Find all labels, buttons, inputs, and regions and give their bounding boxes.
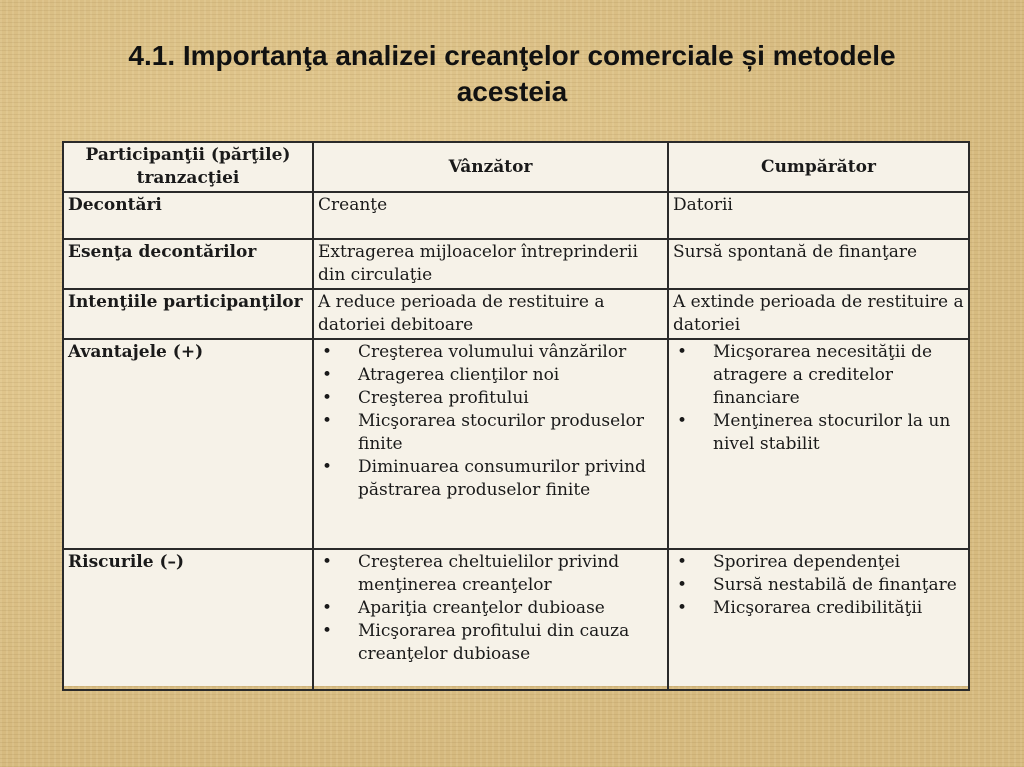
cell-buyer: Sursă spontană de finanţare	[668, 239, 969, 289]
cell-seller: Creanţe	[313, 192, 668, 239]
header-seller: Vânzător	[313, 142, 668, 192]
cell-buyer	[668, 339, 969, 549]
list-item: • Micşorarea credibilităţii	[673, 597, 964, 620]
list-item: • Micşorarea necesităţii de atragere a creditelor financiare	[673, 341, 964, 410]
cell-buyer: Datorii	[668, 192, 969, 239]
row-label-decontari: Decontări	[63, 192, 313, 239]
cell-seller	[313, 339, 668, 549]
list-item: • Micşorarea profitului din cauza creanţelor dubioase	[318, 620, 663, 666]
list-item: • Atragerea clienţilor noi	[318, 364, 663, 387]
list-item: • Micşorarea stocurilor produselor finite	[318, 410, 663, 456]
row-label-intentiile: Intenţiile participanţilor	[63, 289, 313, 339]
list-item: • Creşterea volumului vânzărilor	[318, 341, 663, 364]
list-item: • Diminuarea consumurilor privind păstrarea produselor finite	[318, 456, 663, 502]
cell-seller: A reduce perioada de restituire a datoriei debitoare	[313, 289, 668, 339]
bullet-list	[318, 551, 663, 666]
bullet-list	[673, 551, 964, 620]
bullet-list	[318, 341, 663, 502]
cell-buyer: A extinde perioada de restituire a datoriei	[668, 289, 969, 339]
row-label-esenta: Esenţa decontărilor	[63, 239, 313, 289]
comparison-table	[62, 141, 970, 691]
list-item: • Menţinerea stocurilor la un nivel stabilit	[673, 410, 964, 456]
list-item: • Creşterea profitului	[318, 387, 663, 410]
title-line-1: 4.1. Importanţa analizei creanţelor comerciale și metodele	[128, 40, 896, 71]
title-line-2: acesteia	[456, 76, 568, 107]
scanned-table-image	[62, 141, 970, 686]
slide-title	[60, 38, 964, 110]
header-participants: Participanţii (părţile) tranzacţiei	[63, 142, 313, 192]
header-buyer: Cumpărător	[668, 142, 969, 192]
cell-seller: Extragerea mijloacelor întreprinderii din circulaţie	[313, 239, 668, 289]
list-item: • Sursă nestabilă de finanţare	[673, 574, 964, 597]
row-label-avantajele: Avantajele (+)	[63, 339, 313, 549]
list-item: • Sporirea dependenţei	[673, 551, 964, 574]
bullet-list	[673, 341, 964, 456]
list-item: • Apariţia creanţelor dubioase	[318, 597, 663, 620]
list-item: • Creşterea cheltuielilor privind menţinerea creanţelor	[318, 551, 663, 597]
cell-buyer	[668, 549, 969, 690]
row-label-riscurile: Riscurile (–)	[63, 549, 313, 690]
cell-seller	[313, 549, 668, 690]
